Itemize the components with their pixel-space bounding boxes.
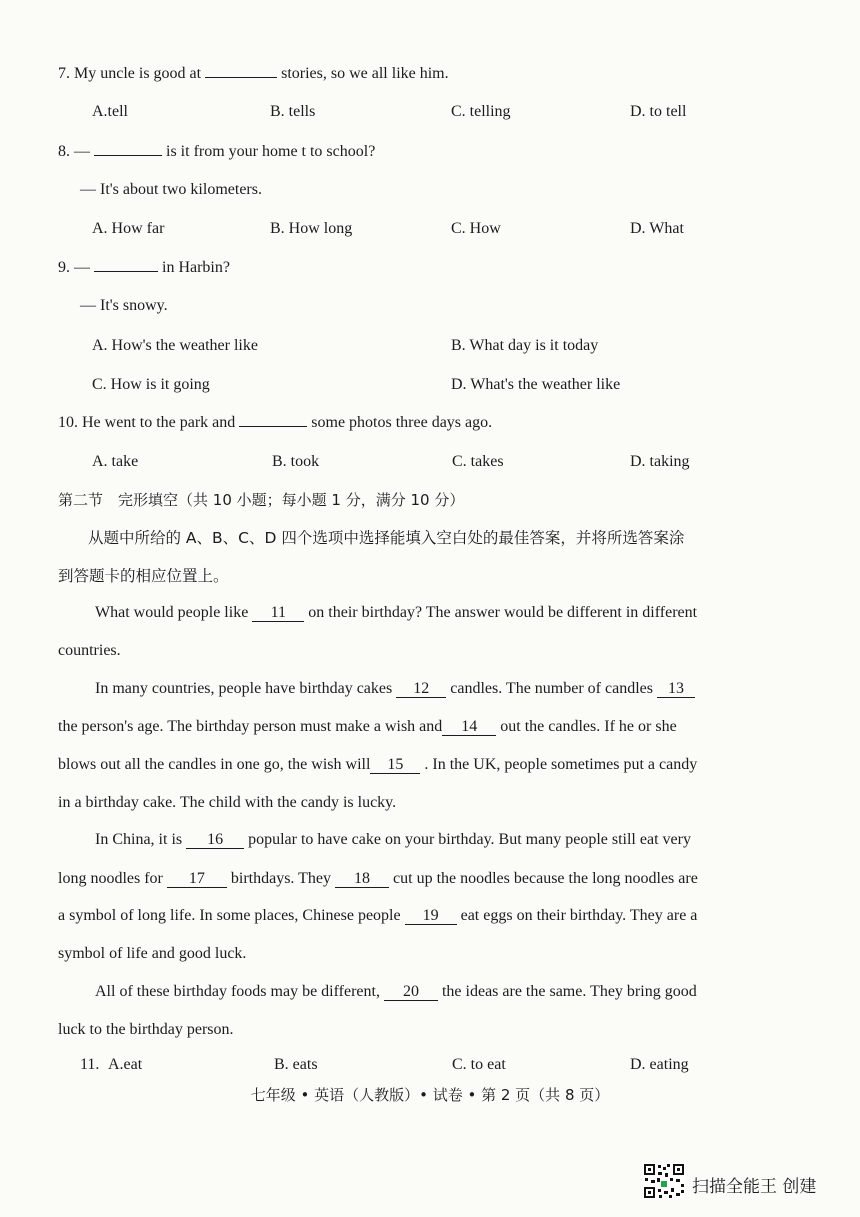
passage-text: the person's age. The birthday person must make a wish and [58,718,443,735]
qr-code-icon [643,1163,685,1199]
question-number: 11. [80,1056,100,1073]
passage-text: the ideas are the same. They bring good [441,983,697,1000]
option-c: C. How is it going [92,376,210,393]
answer-blank [94,271,158,272]
passage-text: candles. The number of candles [450,680,653,697]
passage-line [95,830,691,850]
question-text: is it from your home t to school? [166,143,376,160]
passage-blank-18: 18 [335,870,389,888]
option-c: C. telling [451,103,511,120]
passage-text: cut up the noodles because the long noodles are [393,870,698,887]
passage-line [95,603,697,623]
passage-text: . In the UK, people sometimes put a candy [424,756,698,773]
passage-text: In many countries, people have birthday cakes [95,680,393,697]
option-d: D. What [630,220,684,237]
question-9 [58,258,230,278]
option-a: A. How's the weather like [92,337,258,354]
passage-line [58,906,697,926]
passage-text: on their birthday? The answer would be different in different [308,604,698,621]
passage-text: long noodles for [58,870,163,887]
option-b: B. How long [270,220,353,237]
passage-line [95,679,695,699]
passage-blank-16: 16 [186,831,244,849]
passage-text: birthdays. They [230,870,332,887]
passage-blank-11: 11 [252,604,304,622]
passage-blank-15: 15 [370,756,420,774]
passage-text: a symbol of long life. In some places, Chinese people [58,907,401,924]
passage-blank-12: 12 [396,680,446,698]
passage-line: countries. [58,642,121,659]
question-text: My uncle is good at [74,65,202,82]
section-instruction: 到答题卡的相应位置上。 [58,567,229,585]
question-10 [58,413,492,433]
option-c: C. takes [452,453,504,470]
response-8: — It's about two kilometers. [80,181,262,198]
option-a: A. How far [92,220,165,237]
passage-text: What would people like [95,604,249,621]
option-d: D. to tell [630,103,687,120]
option-c: C. How [451,220,501,237]
passage-text: In China, it is [95,831,183,848]
answer-blank [94,155,162,156]
page-footer: 七年级 • 英语（人教版）• 试卷 • 第 2 页（共 8 页） [250,1086,610,1104]
passage-text: popular to have cake on your birthday. But many people still eat very [248,831,691,848]
question-text: in Harbin? [162,259,230,276]
scanner-watermark: 扫描全能王 创建 [692,1177,817,1197]
passage-blank-17: 17 [167,870,227,888]
passage-text: out the candles. If he or she [500,718,677,735]
option-d: D. eating [630,1056,689,1073]
passage-text: blows out all the candles in one go, the wish will [58,756,371,773]
option-b: B. tells [270,103,316,120]
section-instruction: 从题中所给的 A、B、C、D 四个选项中选择能填入空白处的最佳答案，并将所选答案涂 [88,529,685,547]
option-c: C. to eat [452,1056,506,1073]
passage-blank-13: 13 [657,680,695,698]
passage-text: All of these birthday foods may be different, [95,983,380,1000]
option-a: A.eat [108,1056,143,1073]
question-text: some photos three days ago. [311,414,493,431]
option-b: B. eats [274,1056,318,1073]
passage-text: eat eggs on their birthday. They are a [460,907,698,924]
response-9: — It's snowy. [80,297,168,314]
question-number: 10. [58,414,78,431]
question-text: He went to the park and [82,414,236,431]
passage-line: symbol of life and good luck. [58,945,247,962]
passage-line: in a birthday cake. The child with the candy is lucky. [58,794,397,811]
passage-blank-20: 20 [384,983,438,1001]
question-7 [58,64,449,84]
passage-line: luck to the birthday person. [58,1021,234,1038]
option-b: B. took [272,453,320,470]
option-d: D. taking [630,453,690,470]
question-number: 8. — [58,143,90,160]
passage-line [95,982,697,1002]
answer-blank [239,426,307,427]
question-number: 7. [58,65,70,82]
question-text: stories, so we all like him. [281,65,449,82]
question-number: 9. — [58,259,90,276]
passage-line [58,755,697,775]
answer-blank [205,77,277,78]
option-a: A. take [92,453,139,470]
passage-line [58,717,677,737]
section-heading: 第二节 完形填空（共 10 小题；每小题 1 分，满分 10 分） [58,491,465,509]
question-8 [58,142,375,162]
passage-blank-14: 14 [442,718,496,736]
passage-blank-19: 19 [405,907,457,925]
passage-line [58,869,698,889]
option-b: B. What day is it today [451,337,599,354]
option-a: A.tell [92,103,128,120]
option-d: D. What's the weather like [451,376,621,393]
